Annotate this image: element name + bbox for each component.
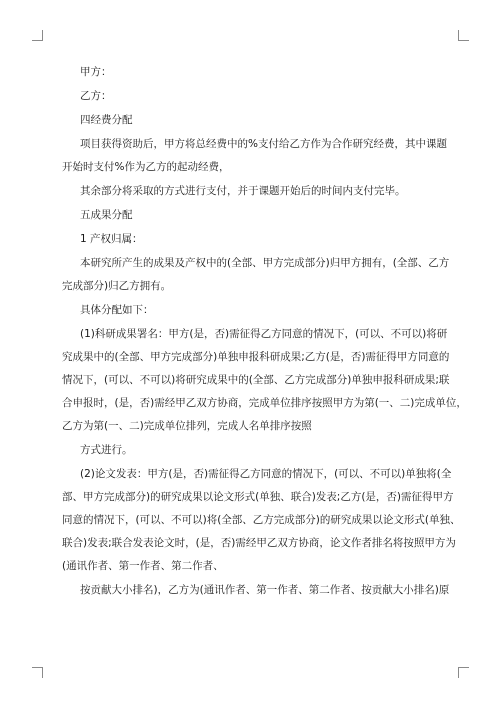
party-a-label: 甲方： xyxy=(80,66,112,78)
paragraph-line: 开始时支付%作为乙方的起动经费， xyxy=(62,161,230,173)
paragraph-line: 本研究所产生的成果及产权中的(全部、甲方完成部分)归甲方拥有，(全部、乙方 xyxy=(80,257,450,269)
crop-mark-top-left xyxy=(32,30,43,41)
crop-mark-bottom-right xyxy=(458,667,469,678)
section-heading-funding: 四经费分配 xyxy=(80,114,133,126)
paragraph-line: 项目获得资助后，甲方将总经费中的%支付给乙方作为合作研究经费，其中课题 xyxy=(80,138,447,150)
paragraph-line: 部、甲方完成部分)的研究成果以论文形式(单独、联合)发表;乙方(是，否)需征得甲方 xyxy=(62,491,454,503)
subheading-ownership: 1 产权归属： xyxy=(80,233,143,245)
paragraph-line: 其余部分将采取的方式进行支付，并于课题开始后的时间内支付完毕。 xyxy=(80,185,406,197)
paragraph-line: (2)论文发表：甲方(是，否)需征得乙方同意的情况下，(可以、不可以)单独将(全 xyxy=(80,468,452,480)
paragraph-line: 完成部分)归乙方拥有。 xyxy=(62,280,172,292)
paragraph-line: 联合)发表;联合发表论文时，(是，否)需经甲乙双方协商，论文作者排名将按照甲方为 xyxy=(62,537,456,549)
document-body xyxy=(62,66,467,597)
crop-mark-top-right xyxy=(458,30,469,41)
paragraph-line: 同意的情况下，(可以、不可以)将(全部、乙方完成部分)的研究成果以论文形式(单独、 xyxy=(62,514,461,526)
party-b-label: 乙方： xyxy=(80,90,112,102)
paragraph-line: (通讯作者、第一作者、第二作者、 xyxy=(62,560,224,572)
paragraph-line: 合申报时，(是，否)需经甲乙双方协商，完成单位排序按照甲方为第(一、二)完成单位， xyxy=(62,397,467,409)
paragraph-line: 情况下，(可以、不可以)将研究成果中的(全部、乙方完成部分)单独申报科研成果;联 xyxy=(62,374,450,386)
paragraph-line: (1)科研成果署名：甲方(是，否)需征得乙方同意的情况下，(可以、不可以)将研 xyxy=(80,328,448,340)
paragraph-line: 究成果中的(全部、甲方完成部分)单独申报科研成果;乙方(是，否)需征得甲方同意的 xyxy=(62,351,450,363)
paragraph-line: 方式进行。 xyxy=(80,444,133,456)
section-heading-results: 五成果分配 xyxy=(80,209,133,221)
crop-mark-bottom-left xyxy=(32,667,43,678)
paragraph-line: 按贡献大小排名)，乙方为(通讯作者、第一作者、第二作者、按贡献大小排名)原 xyxy=(80,584,450,596)
paragraph-line: 乙方为第(一、二)完成单位排列，完成人名单排序按照 xyxy=(62,420,312,432)
paragraph-line: 具体分配如下： xyxy=(80,304,154,316)
